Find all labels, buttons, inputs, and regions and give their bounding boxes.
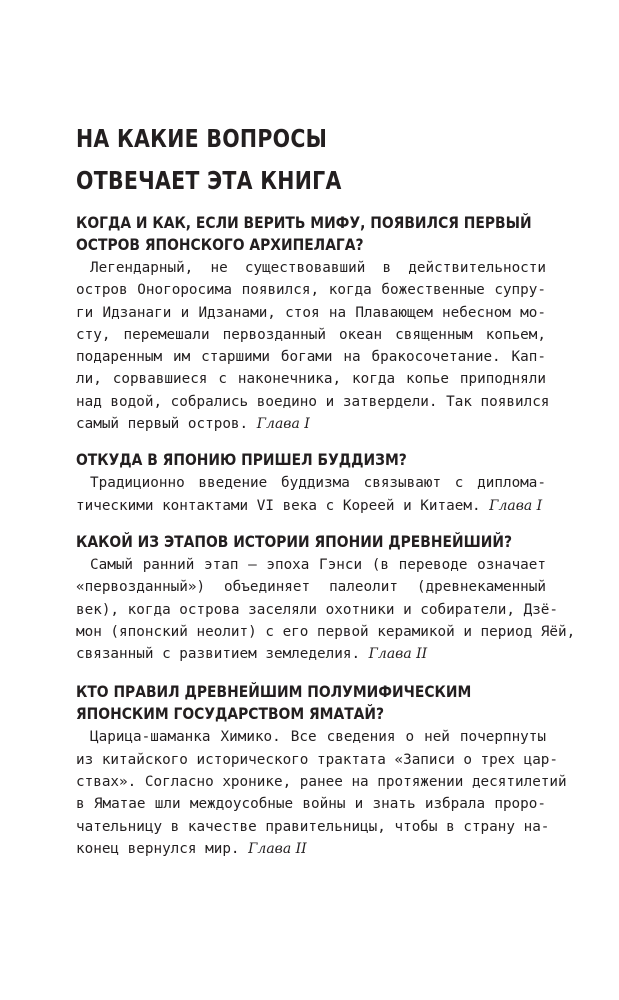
question-heading [76, 212, 548, 256]
answer-line: «первозданный») объединяет палеолит (древнекаменный [76, 579, 546, 596]
answer-line: мон (японский неолит) с его первой керамикой и период Яёй, [76, 623, 576, 640]
answer-line: из китайского исторического трактата «Записи о трех цар- [76, 751, 559, 768]
answer-line: ли, сорвавшиеся с наконечника, когда копье приподняли [76, 371, 546, 388]
qa-section-2 [76, 449, 546, 517]
answer-text [76, 472, 546, 517]
chapter-reference: Глава I [489, 497, 543, 514]
qa-section-4 [76, 681, 567, 860]
answer-line-text: тическими контактами VI века с Кореей и Китаем. [76, 497, 481, 514]
question-line: КАКОЙ ИЗ ЭТАПОВ ИСТОРИИ ЯПОНИИ ДРЕВНЕЙШИЙ? [76, 532, 513, 551]
answer-text [76, 257, 550, 435]
question-heading [76, 681, 548, 725]
qa-section-3 [76, 531, 576, 665]
answer-text [76, 554, 576, 665]
answer-line: ствах». Согласно хронике, ранее на протяжении десятилетий [76, 774, 567, 791]
answer-line-text: самый первый остров. [76, 416, 249, 433]
page-title-line-2: ОТВЕЧАЕТ ЭТА КНИГА [76, 166, 342, 195]
answer-line: Самый ранний этап — эпоха Гэнси (в переводе означает [90, 556, 546, 573]
question-line: ОСТРОВ ЯПОНСКОГО АРХИПЕЛАГА? [76, 236, 364, 254]
answer-line: в Яматае шли междоусобные войны и знать избрала проро- [76, 796, 546, 813]
answer-line: век), когда острова заселяли охотники и собиратели, Дзё- [76, 601, 559, 618]
answer-line-text: конец вернулся мир. [76, 840, 240, 857]
answer-line-last [76, 495, 546, 517]
question-line: ЯПОНСКИМ ГОСУДАРСТВОМ ЯМАТАЙ? [76, 705, 385, 724]
answer-line: Традиционно введение буддизма связывают с диплома- [90, 475, 546, 492]
answer-line: остров Оногоросима появился, когда божественные супру- [76, 282, 546, 299]
page-title-line-1: НА КАКИЕ ВОПРОСЫ [76, 124, 328, 153]
question-line: КОГДА И КАК, ЕСЛИ ВЕРИТЬ МИФУ, ПОЯВИЛСЯ ПЕРВЫЙ [76, 214, 532, 232]
question-line: КТО ПРАВИЛ ДРЕВНЕЙШИМ ПОЛУМИФИЧЕСКИМ [76, 683, 472, 702]
answer-line-last [76, 413, 546, 435]
question-heading [76, 531, 548, 553]
answer-line: Легендарный, не существовавший в действительности [90, 260, 546, 276]
page-title [76, 118, 550, 202]
question-line: ОТКУДА В ЯПОНИЮ ПРИШЕЛ БУДДИЗМ? [76, 451, 407, 470]
qa-section-1 [76, 212, 550, 435]
chapter-reference: Глава II [368, 646, 428, 663]
answer-line: Царица-шаманка Химико. Все сведения о ней почерпнуты [90, 729, 546, 746]
answer-line-last [76, 838, 546, 860]
answer-line-text: связанный с развитием земледелия. [76, 646, 361, 663]
answer-line: над водой, собрались воедино и затвердели. Так появился [76, 393, 550, 410]
chapter-reference: Глава II [248, 840, 307, 857]
answer-text [76, 726, 567, 860]
chapter-reference: Глава I [256, 416, 310, 433]
answer-line: подаренным им старшими богами на бракосочетание. Кап- [76, 349, 546, 366]
answer-line-last [76, 643, 546, 665]
answer-line: чательницу в качестве правительницы, чтобы в страну на- [76, 818, 550, 835]
answer-line: сту, перемешали первозданный океан священным копьем, [76, 326, 546, 343]
book-page [76, 118, 576, 860]
answer-line: ги Идзанаги и Идзанами, стоя на Плавающем небесном мо- [76, 304, 546, 321]
question-heading [76, 449, 548, 471]
